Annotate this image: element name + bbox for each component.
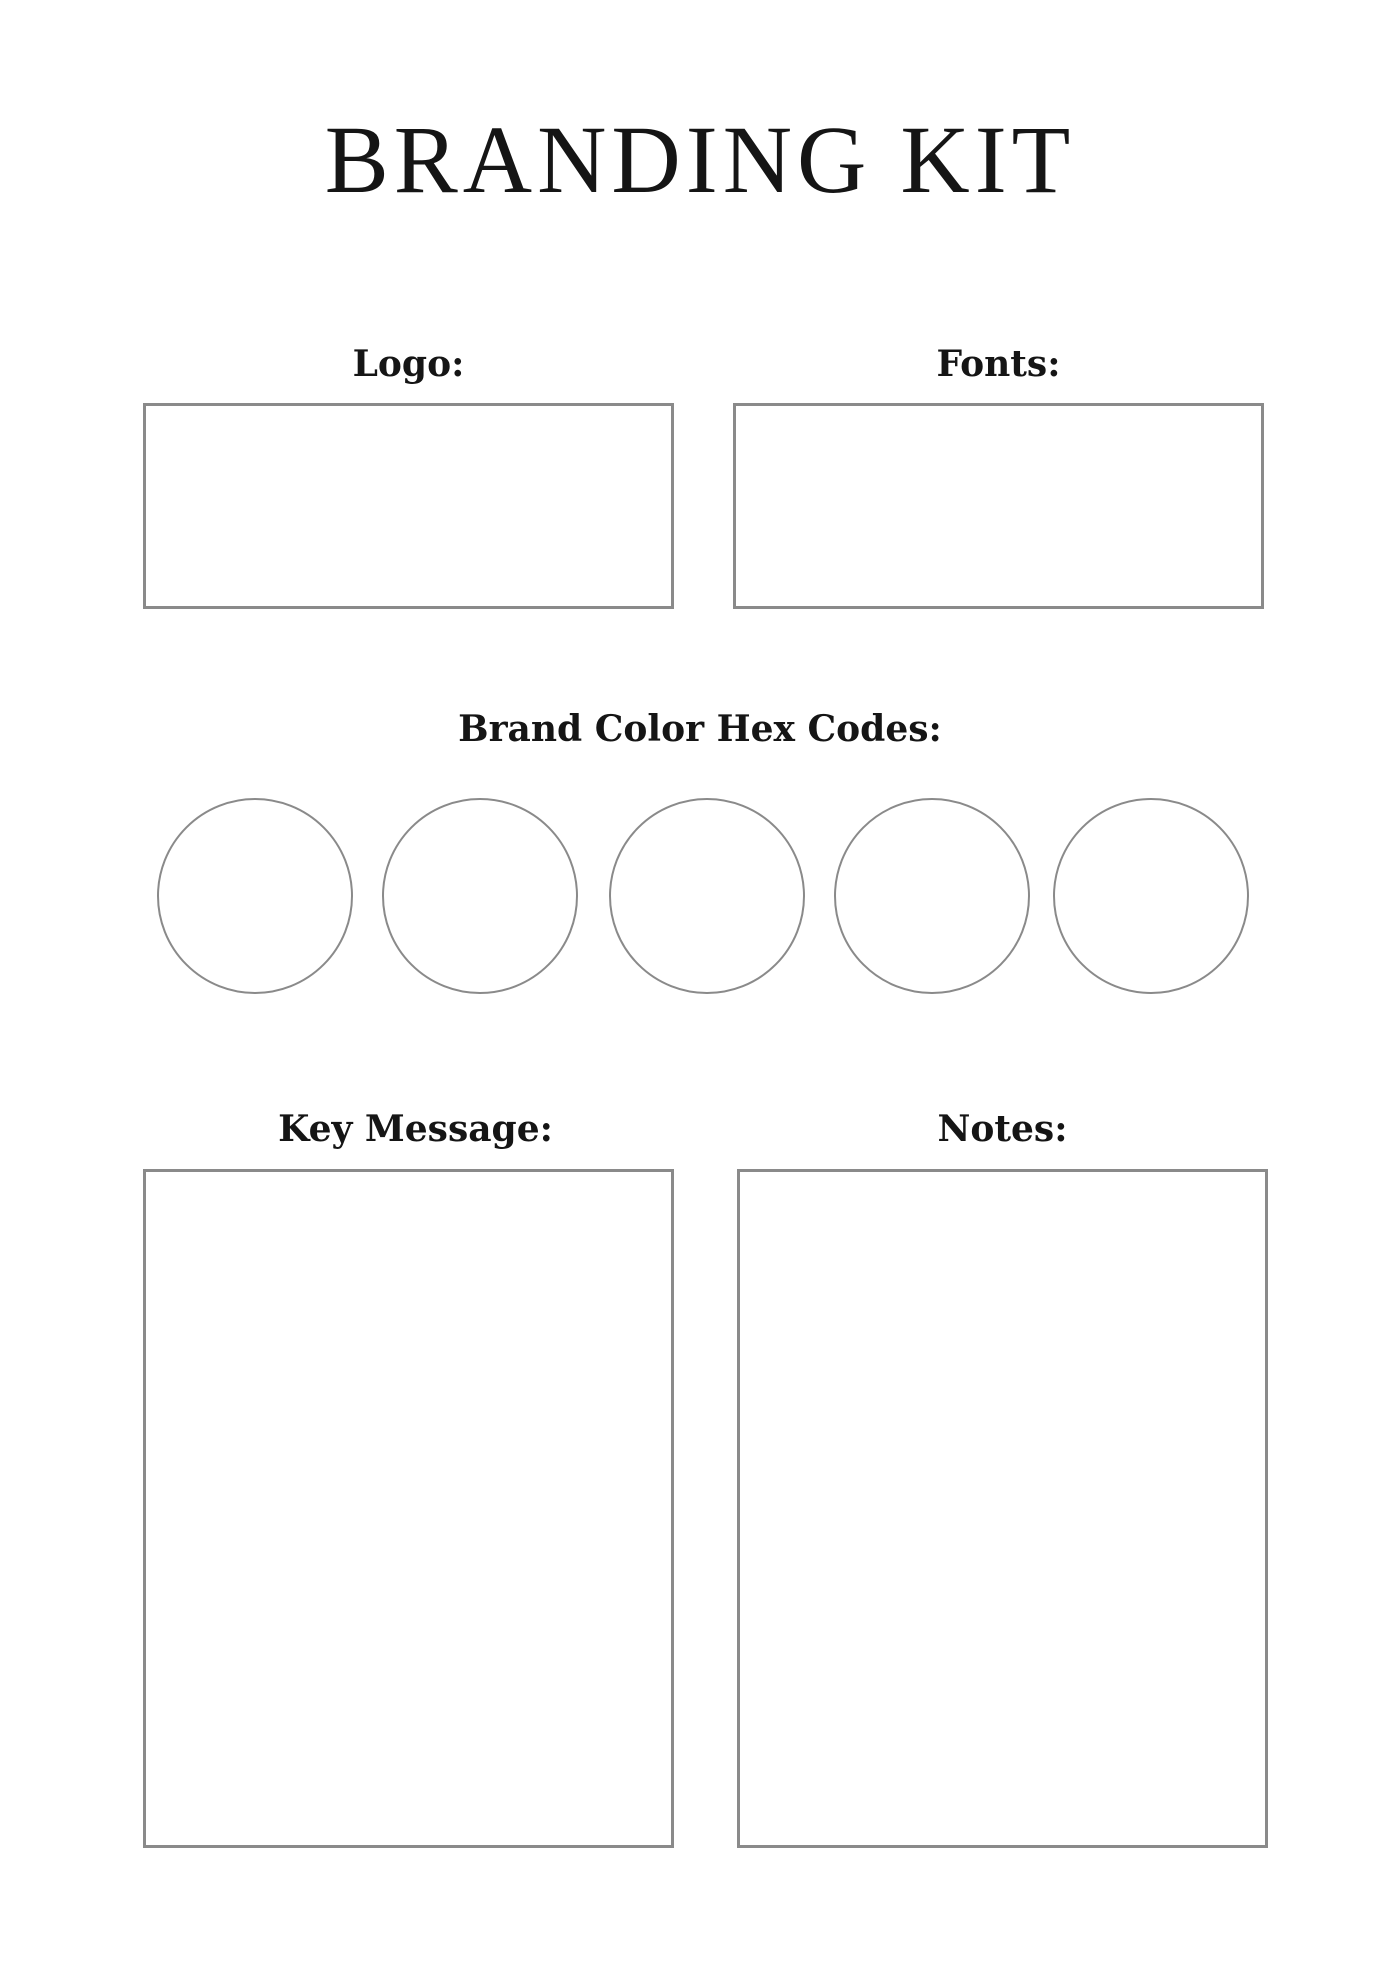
color-swatch-4[interactable] <box>834 798 1030 994</box>
brand-colors-label: Brand Color Hex Codes: <box>458 708 942 750</box>
logo-box[interactable] <box>143 403 674 609</box>
key-message-label: Key Message: <box>278 1108 553 1150</box>
fonts-box[interactable] <box>733 403 1264 609</box>
fonts-label: Fonts: <box>936 343 1061 385</box>
page-title: BRANDING KIT <box>324 106 1076 213</box>
color-swatch-1[interactable] <box>157 798 353 994</box>
color-swatch-5[interactable] <box>1053 798 1249 994</box>
notes-label: Notes: <box>937 1108 1068 1150</box>
color-swatch-2[interactable] <box>382 798 578 994</box>
color-swatch-3[interactable] <box>609 798 805 994</box>
notes-box[interactable] <box>737 1169 1268 1848</box>
logo-label: Logo: <box>352 343 465 385</box>
key-message-box[interactable] <box>143 1169 674 1848</box>
